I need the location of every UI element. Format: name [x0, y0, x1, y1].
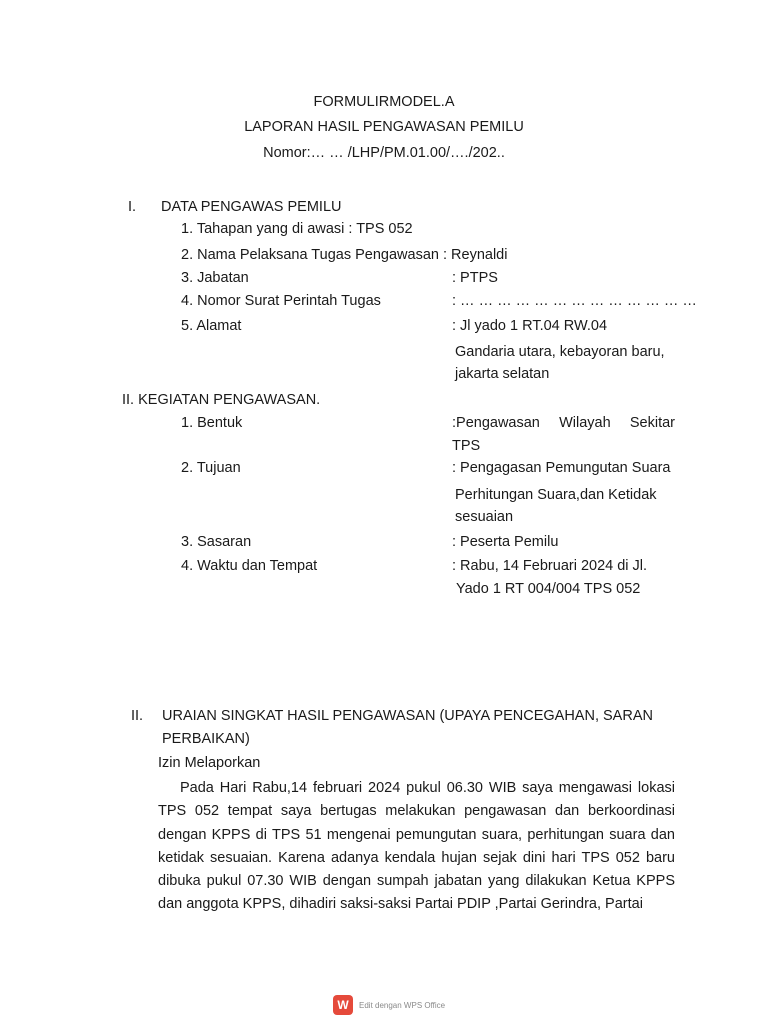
- section2-item-waktu-label: 4. Waktu dan Tempat: [181, 558, 318, 574]
- section1-item-nama: 2. Nama Pelaksana Tugas Pengawasan : Reynaldi: [181, 247, 508, 263]
- section2-item-tujuan-value: : Pengagasan Pemungutan Suara: [452, 460, 671, 476]
- document-title: LAPORAN HASIL PENGAWASAN PEMILU: [244, 119, 524, 135]
- section2-item-bentuk-label: 1. Bentuk: [181, 415, 243, 431]
- section2-item-bentuk-cont: TPS: [452, 438, 481, 454]
- section1-item-surat-value: : … … … … … … … … … … … … …: [452, 293, 697, 309]
- section3-paragraph-text: Pada Hari Rabu,14 februari 2024 pukul 06.30 WIB saya mengawasi lokasi TPS 052 tempat saya bertugas melakukan pengawasan dan berkoordinasi dengan KPPS di TPS 51 mengenai pemungutan suara, perhitungan suara dan ketidak sesuaian. Karena adanya kendala hujan sejak dini hari TPS 052 baru dibuka pukul 07.30 WIB dengan sumpah jabatan yang dilakukan Ketua KPPS dan anggota KPPS, dihadiri saksi-saksi Partai PDIP ,Partai Gerindra, Partai: [158, 780, 675, 913]
- section2-item-waktu-cont: Yado 1 RT 004/004 TPS 052: [456, 581, 641, 597]
- section2-item-sasaran-label: 3. Sasaran: [181, 534, 252, 550]
- section1-numeral: I.: [128, 199, 137, 215]
- section2-item-waktu-value: : Rabu, 14 Februari 2024 di Jl.: [452, 558, 648, 574]
- wps-footer-text: Edit dengan WPS Office: [359, 1000, 446, 1010]
- wps-logo-icon: W: [333, 995, 353, 1015]
- section3-heading-line2: PERBAIKAN): [162, 731, 250, 747]
- section3-heading-line1: URAIAN SINGKAT HASIL PENGAWASAN (UPAYA PENCEGAHAN, SARAN: [162, 708, 653, 724]
- section1-item-jabatan-label: 3. Jabatan: [181, 270, 249, 286]
- section2-item-tujuan-cont2: sesuaian: [455, 509, 514, 525]
- section1-item-surat-label: 4. Nomor Surat Perintah Tugas: [181, 293, 381, 309]
- section1-item-alamat-cont2: jakarta selatan: [455, 366, 550, 382]
- section1-item-tahapan: 1. Tahapan yang di awasi : TPS 052: [181, 221, 413, 237]
- section3-numeral: II.: [131, 708, 144, 724]
- section1-item-alamat-value: : Jl yado 1 RT.04 RW.04: [452, 318, 608, 334]
- wps-footer[interactable]: [333, 994, 445, 1016]
- section2-item-sasaran-value: : Peserta Pemilu: [452, 534, 559, 550]
- document-number: Nomor:… … /LHP/PM.01.00/…./202..: [263, 145, 505, 161]
- section1-item-jabatan-value: : PTPS: [452, 270, 498, 286]
- form-model-label: FORMULIRMODEL.A: [313, 94, 455, 110]
- section3-paragraph: [158, 777, 675, 917]
- section3-greeting: Izin Melaporkan: [158, 755, 261, 771]
- section1-heading: DATA PENGAWAS PEMILU: [161, 199, 342, 215]
- section2-item-tujuan-label: 2. Tujuan: [181, 460, 241, 476]
- section1-item-alamat-label: 5. Alamat: [181, 318, 242, 334]
- section2-heading: II. KEGIATAN PENGAWASAN.: [122, 392, 321, 408]
- section1-item-alamat-cont: Gandaria utara, kebayoran baru,: [455, 344, 665, 360]
- section2-item-bentuk-value: :Pengawasan Wilayah Sekitar: [452, 415, 675, 431]
- section2-item-tujuan-cont: Perhitungan Suara,dan Ketidak: [455, 487, 657, 503]
